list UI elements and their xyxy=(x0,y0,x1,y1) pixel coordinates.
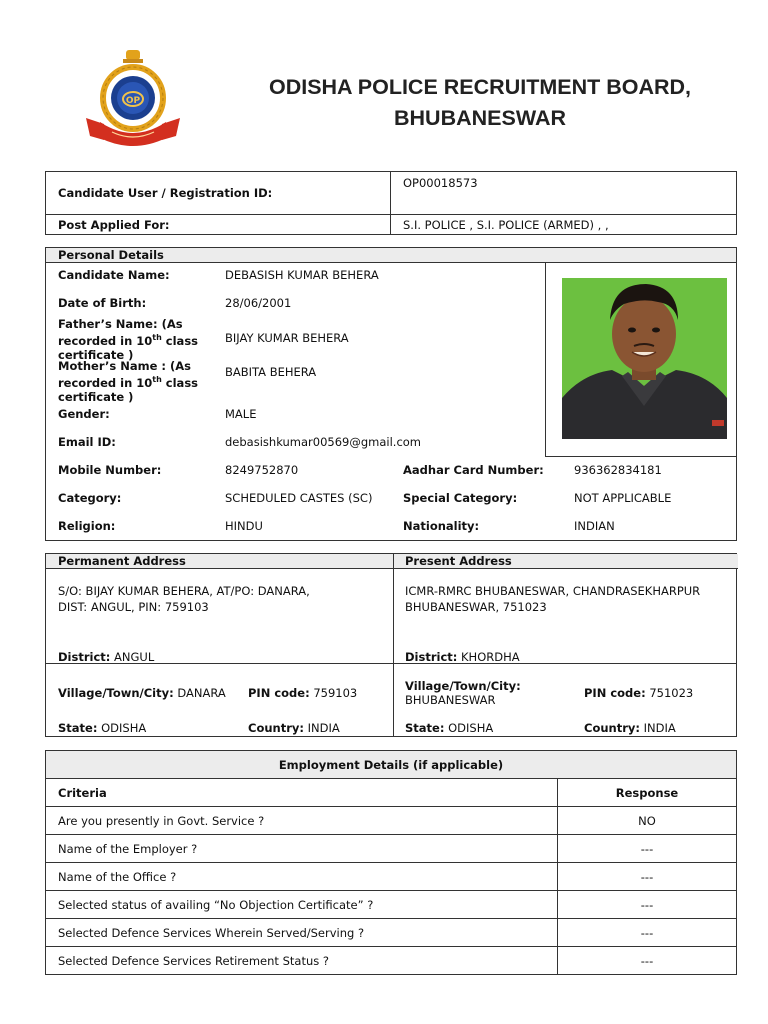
svg-text:OP: OP xyxy=(125,96,141,106)
mother-label-sup: th xyxy=(152,375,162,384)
mother-label-class: class xyxy=(161,375,199,390)
table-row xyxy=(46,947,737,975)
permanent-country xyxy=(248,721,340,735)
present-address-line-1: ICMR-RMRC BHUBANESWAR, CHANDRASEKHARPUR xyxy=(405,584,701,598)
perm-village-value: DANARA xyxy=(177,686,226,700)
criteria-cell: Selected Defence Services Retirement Status ? xyxy=(46,947,558,975)
pres-state-value: ODISHA xyxy=(448,721,494,735)
candidate-photo xyxy=(562,278,727,439)
present-pin xyxy=(584,686,693,700)
title-line-1: ODISHA POLICE RECRUITMENT BOARD, xyxy=(268,75,692,99)
employment-header-row xyxy=(46,779,737,807)
response-cell: --- xyxy=(558,891,737,919)
email-value: debasishkumar00569@gmail.com xyxy=(225,435,421,449)
perm-district-label: District: xyxy=(58,650,111,664)
dob-value: 28/06/2001 xyxy=(225,296,292,310)
present-state xyxy=(405,721,493,735)
permanent-pin xyxy=(248,686,357,700)
table-row xyxy=(46,835,737,863)
permanent-address-line-1: S/O: BIJAY KUMAR BEHERA, AT/PO: DANARA, xyxy=(58,584,310,598)
pres-pin-label: PIN code: xyxy=(584,686,646,700)
response-cell: NO xyxy=(558,807,737,835)
post-applied-row xyxy=(46,215,737,235)
response-cell: --- xyxy=(558,835,737,863)
category-label: Category: xyxy=(58,491,122,505)
perm-district-value: ANGUL xyxy=(114,650,155,664)
pres-country-label: Country: xyxy=(584,721,640,735)
mobile-value: 8249752870 xyxy=(225,463,299,477)
response-cell: --- xyxy=(558,947,737,975)
category-value: SCHEDULED CASTES (SC) xyxy=(225,491,373,505)
perm-country-value: INDIA xyxy=(307,721,340,735)
registration-id-row xyxy=(46,172,737,215)
criteria-cell: Selected Defence Services Wherein Served/Serving ? xyxy=(46,919,558,947)
dob-label: Date of Birth: xyxy=(58,296,147,310)
table-row xyxy=(46,919,737,947)
pres-village-label: Village/Town/City: xyxy=(405,679,521,693)
special-category-label: Special Category: xyxy=(403,491,518,505)
employment-title-row xyxy=(46,751,737,779)
special-category-value: NOT APPLICABLE xyxy=(574,491,672,505)
mother-name-label xyxy=(58,359,198,404)
present-district xyxy=(405,650,520,664)
address-section xyxy=(45,553,737,737)
perm-country-label: Country: xyxy=(248,721,304,735)
aadhar-label: Aadhar Card Number: xyxy=(403,463,544,477)
employment-heading: Employment Details (if applicable) xyxy=(46,751,737,779)
page-title xyxy=(200,72,760,134)
nationality-label: Nationality: xyxy=(403,519,480,533)
perm-pin-label: PIN code: xyxy=(248,686,310,700)
mother-name-value: BABITA BEHERA xyxy=(225,365,317,379)
permanent-state xyxy=(58,721,146,735)
permanent-village xyxy=(58,686,226,700)
permanent-address-line-2: DIST: ANGUL, PIN: 759103 xyxy=(58,600,209,614)
criteria-cell: Name of the Office ? xyxy=(46,863,558,891)
religion-label: Religion: xyxy=(58,519,116,533)
father-label-line-1: Father’s Name: (As xyxy=(58,317,183,331)
mother-label-line-1: Mother’s Name : (As xyxy=(58,359,191,373)
response-header: Response xyxy=(558,779,737,807)
pres-pin-value: 751023 xyxy=(649,686,694,700)
photo-frame xyxy=(545,262,736,457)
mobile-label: Mobile Number: xyxy=(58,463,162,477)
mother-label-text: recorded in 10 xyxy=(58,375,153,390)
candidate-name-value: DEBASISH KUMAR BEHERA xyxy=(225,268,379,282)
pres-district-value: KHORDHA xyxy=(461,650,520,664)
title-line-2: BHUBANESWAR xyxy=(394,106,566,130)
criteria-cell: Selected status of availing “No Objection Certificate” ? xyxy=(46,891,558,919)
pres-country-value: INDIA xyxy=(643,721,676,735)
odisha-police-emblem-icon xyxy=(84,48,182,148)
mother-label-line-3: certificate ) xyxy=(58,389,134,404)
present-country xyxy=(584,721,676,735)
present-address-line-2: BHUBANESWAR, 751023 xyxy=(405,600,547,614)
perm-state-label: State: xyxy=(58,721,98,735)
pres-district-label: District: xyxy=(405,650,458,664)
mother-label-line-2 xyxy=(58,373,198,390)
perm-village-label: Village/Town/City: xyxy=(58,686,174,700)
criteria-cell: Are you presently in Govt. Service ? xyxy=(46,807,558,835)
response-cell: --- xyxy=(558,863,737,891)
father-label-class: class xyxy=(161,333,199,348)
email-label: Email ID: xyxy=(58,435,116,449)
father-label-sup: th xyxy=(152,333,162,342)
gender-label: Gender: xyxy=(58,407,110,421)
response-cell: --- xyxy=(558,919,737,947)
criteria-cell: Name of the Employer ? xyxy=(46,835,558,863)
candidate-name-label: Candidate Name: xyxy=(58,268,170,282)
post-applied-value: S.I. POLICE , S.I. POLICE (ARMED) , , xyxy=(391,215,737,235)
table-row xyxy=(46,807,737,835)
father-label-line-3: certificate ) xyxy=(58,347,134,362)
registration-id-value: OP00018573 xyxy=(391,172,737,215)
address-divider xyxy=(393,554,394,736)
pres-village-value: BHUBANESWAR xyxy=(405,693,496,707)
table-row xyxy=(46,891,737,919)
criteria-header: Criteria xyxy=(46,779,558,807)
gender-value: MALE xyxy=(225,407,257,421)
personal-details-heading: Personal Details xyxy=(46,248,736,263)
aadhar-value: 936362834181 xyxy=(574,463,662,477)
religion-value: HINDU xyxy=(225,519,263,533)
post-applied-label: Post Applied For: xyxy=(46,215,391,235)
father-name-label xyxy=(58,317,198,362)
pres-state-label: State: xyxy=(405,721,445,735)
father-name-value: BIJAY KUMAR BEHERA xyxy=(225,331,349,345)
employment-table xyxy=(45,750,737,975)
present-address-heading: Present Address xyxy=(405,554,512,568)
table-row xyxy=(46,863,737,891)
present-village xyxy=(405,679,521,707)
permanent-address-heading: Permanent Address xyxy=(58,554,186,568)
personal-details-section xyxy=(45,247,737,541)
registration-id-label: Candidate User / Registration ID: xyxy=(46,172,391,215)
perm-pin-value: 759103 xyxy=(313,686,358,700)
registration-table xyxy=(45,171,737,235)
perm-state-value: ODISHA xyxy=(101,721,147,735)
nationality-value: INDIAN xyxy=(574,519,615,533)
permanent-district xyxy=(58,650,154,664)
father-label-text: recorded in 10 xyxy=(58,333,153,348)
father-label-line-2 xyxy=(58,331,198,348)
